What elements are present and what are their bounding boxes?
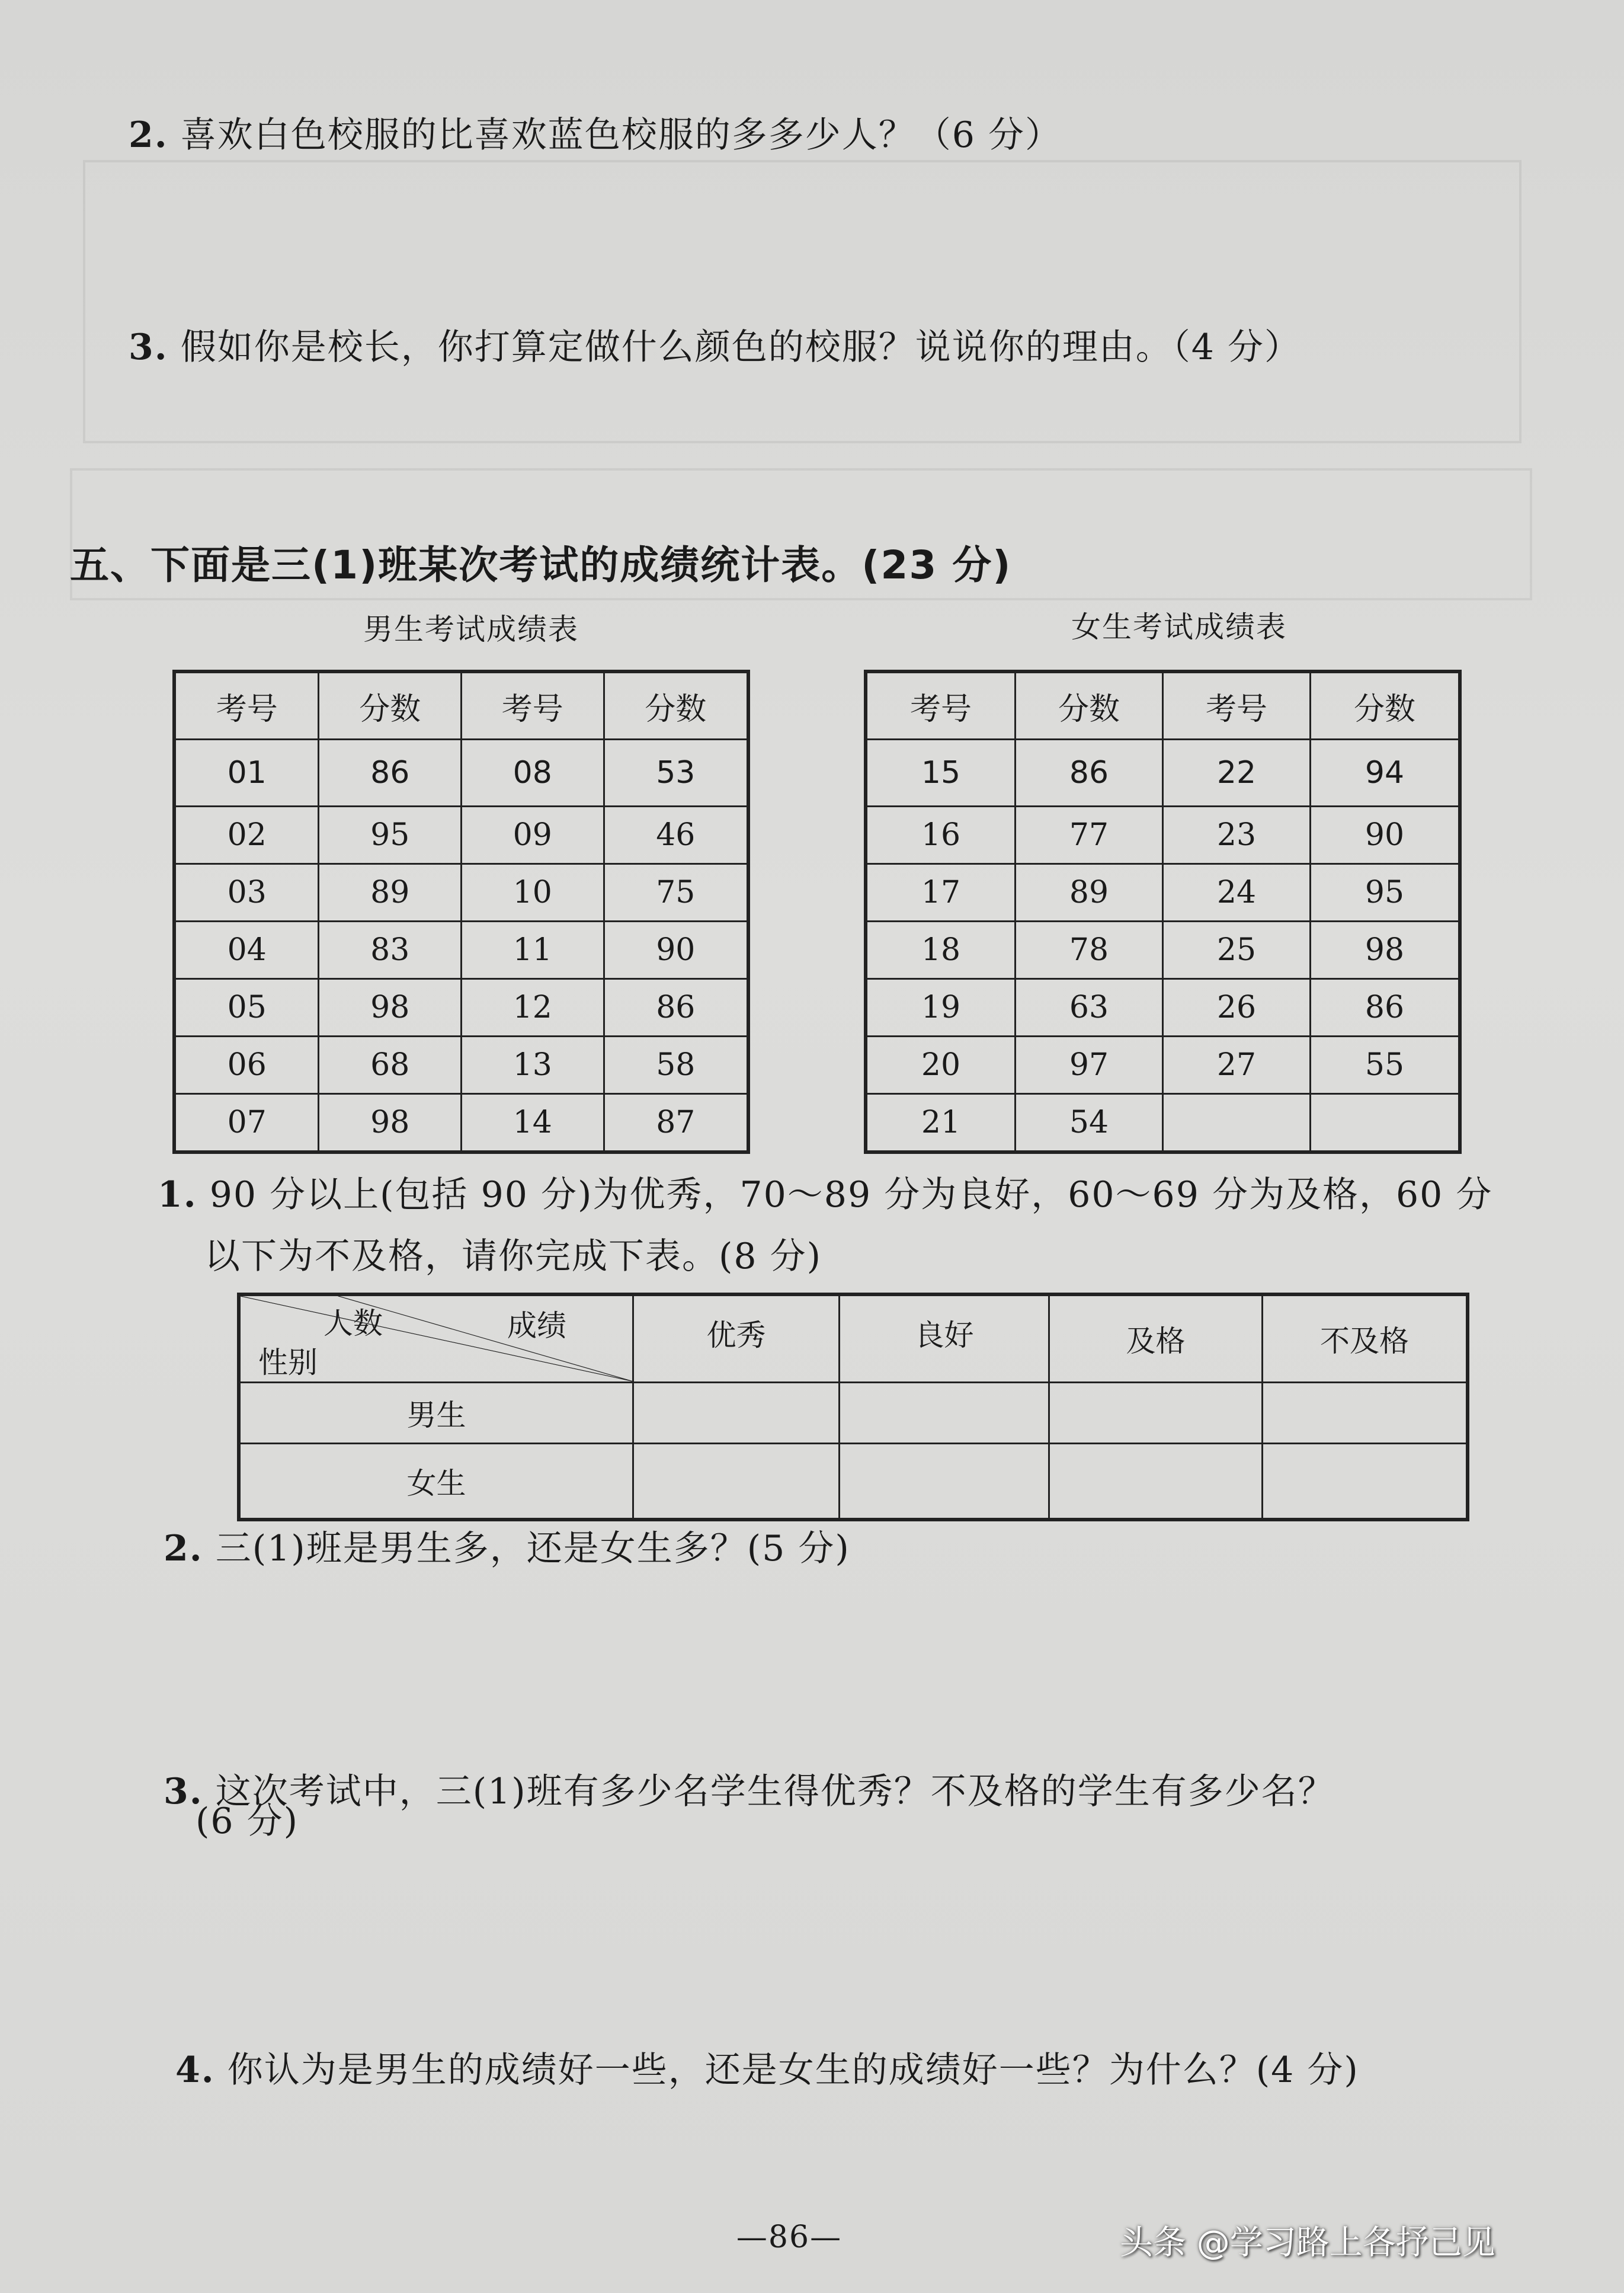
table-row: [866, 979, 1460, 1037]
table-row: [174, 922, 748, 979]
question-1-line1: 1. 90 分以上(包括 90 分)为优秀，70～89 分为良好，60～69 分为及格，60 分: [158, 1174, 1493, 1216]
score-cell: 97: [1015, 1037, 1162, 1094]
exam-number-cell: 09: [461, 807, 604, 864]
exam-number-cell: 13: [461, 1037, 604, 1094]
header-fail: 不及格: [1263, 1294, 1468, 1382]
exam-number-cell: 25: [1162, 922, 1310, 979]
answer-cell[interactable]: [1049, 1443, 1263, 1520]
question-2: 2. 三(1)班是男生多，还是女生多？(5 分): [164, 1528, 850, 1569]
table-row: [174, 1037, 748, 1094]
exam-number-cell: 16: [866, 807, 1015, 864]
score-cell: 83: [319, 922, 462, 979]
answer-cell[interactable]: [840, 1443, 1049, 1520]
table-row: [174, 1094, 748, 1153]
header-cell: 考号: [1162, 671, 1310, 740]
exam-number-cell: 10: [461, 864, 604, 922]
question-4: 4. 你认为是男生的成绩好一些，还是女生的成绩好一些？为什么？(4 分): [175, 2049, 1359, 2091]
question-3-top: 3. 假如你是校长，你打算定做什么颜色的校服？说说你的理由。（4 分）: [129, 327, 1301, 368]
score-cell: 77: [1015, 807, 1162, 864]
male-score-table: [172, 670, 750, 1154]
score-cell: 98: [319, 1094, 462, 1153]
exam-number-cell: 15: [866, 740, 1015, 807]
score-cell: 89: [319, 864, 462, 922]
table-row: [866, 922, 1460, 979]
table-header-row: [866, 671, 1460, 740]
table-row: [866, 1094, 1460, 1153]
exam-number-cell: 01: [174, 740, 319, 807]
exam-number-cell: 08: [461, 740, 604, 807]
score-cell: 90: [1310, 807, 1460, 864]
score-cell: [1310, 1094, 1460, 1153]
question-3-line1: 3. 这次考试中，三(1)班有多少名学生得优秀？不及格的学生有多少名？: [164, 1771, 1335, 1812]
score-cell: 98: [319, 979, 462, 1037]
exam-number-cell: 22: [1162, 740, 1310, 807]
answer-cell[interactable]: [633, 1382, 840, 1443]
table-row: [866, 740, 1460, 807]
exam-number-cell: 20: [866, 1037, 1015, 1094]
exam-number-cell: 27: [1162, 1037, 1310, 1094]
exam-number-cell: 14: [461, 1094, 604, 1153]
exam-number-cell: 02: [174, 807, 319, 864]
male-table-title: 男生考试成绩表: [363, 612, 579, 647]
exam-number-cell: 17: [866, 864, 1015, 922]
header-good: 良好: [840, 1294, 1049, 1382]
answer-cell[interactable]: [1263, 1382, 1468, 1443]
score-cell: 98: [1310, 922, 1460, 979]
exam-number-cell: 07: [174, 1094, 319, 1153]
score-cell: 86: [1310, 979, 1460, 1037]
exam-number-cell: 26: [1162, 979, 1310, 1037]
score-cell: 46: [604, 807, 748, 864]
score-cell: 94: [1310, 740, 1460, 807]
grade-summary-table: [237, 1293, 1469, 1521]
answer-cell[interactable]: [1049, 1382, 1263, 1443]
question-2-top: 2. 喜欢白色校服的比喜欢蓝色校服的多多少人？（6 分）: [129, 114, 1062, 156]
score-cell: 86: [604, 979, 748, 1037]
score-cell: 75: [604, 864, 748, 922]
answer-cell[interactable]: [633, 1443, 840, 1520]
answer-cell[interactable]: [1263, 1443, 1468, 1520]
score-cell: 86: [1015, 740, 1162, 807]
answer-cell[interactable]: [840, 1382, 1049, 1443]
score-cell: 90: [604, 922, 748, 979]
exam-number-cell: 12: [461, 979, 604, 1037]
exam-number-cell: 24: [1162, 864, 1310, 922]
header-pass: 及格: [1049, 1294, 1263, 1382]
corner-label-gender: 性别: [258, 1345, 318, 1380]
exam-number-cell: [1162, 1094, 1310, 1153]
row-label-male: 男生: [239, 1382, 633, 1443]
page-number: —86—: [736, 2220, 843, 2255]
table-row: [866, 1037, 1460, 1094]
score-cell: 95: [1310, 864, 1460, 922]
exam-number-cell: 06: [174, 1037, 319, 1094]
exam-number-cell: 03: [174, 864, 319, 922]
table-row: [239, 1382, 1468, 1443]
exam-number-cell: 18: [866, 922, 1015, 979]
header-cell: 分数: [1015, 671, 1162, 740]
diagonal-header-cell: [239, 1294, 633, 1382]
table-row: [866, 864, 1460, 922]
table-row: [174, 807, 748, 864]
score-cell: 86: [319, 740, 462, 807]
bleed-through-box: [83, 160, 1522, 443]
table-header-row: [174, 671, 748, 740]
header-excellent: 优秀: [633, 1294, 840, 1382]
header-cell: 分数: [1310, 671, 1460, 740]
corner-label-grade: 成绩: [507, 1309, 566, 1343]
score-cell: 68: [319, 1037, 462, 1094]
exam-number-cell: 05: [174, 979, 319, 1037]
table-row: [174, 979, 748, 1037]
watermark: 头条 @学习路上各抒己见: [1120, 2224, 1495, 2262]
table-row: [174, 864, 748, 922]
question-1-line2: 以下为不及格，请你完成下表。(8 分): [204, 1236, 822, 1277]
row-label-female: 女生: [239, 1443, 633, 1520]
header-cell: 考号: [866, 671, 1015, 740]
score-cell: 89: [1015, 864, 1162, 922]
header-cell: 分数: [319, 671, 462, 740]
score-cell: 58: [604, 1037, 748, 1094]
exam-number-cell: 23: [1162, 807, 1310, 864]
section-title: 五、下面是三(1)班某次考试的成绩统计表。(23 分): [70, 542, 1012, 588]
table-row: [866, 807, 1460, 864]
exam-number-cell: 11: [461, 922, 604, 979]
score-cell: 54: [1015, 1094, 1162, 1153]
question-3-line2: (6 分): [196, 1800, 299, 1842]
female-table-title: 女生考试成绩表: [1071, 610, 1287, 644]
score-cell: 95: [319, 807, 462, 864]
score-cell: 53: [604, 740, 748, 807]
female-score-table: [864, 670, 1462, 1154]
exam-number-cell: 04: [174, 922, 319, 979]
score-cell: 87: [604, 1094, 748, 1153]
header-cell: 考号: [461, 671, 604, 740]
header-cell: 分数: [604, 671, 748, 740]
score-cell: 63: [1015, 979, 1162, 1037]
table-row: [174, 740, 748, 807]
score-cell: 78: [1015, 922, 1162, 979]
table-row: [239, 1443, 1468, 1520]
exam-number-cell: 19: [866, 979, 1015, 1037]
corner-label-count: 人数: [323, 1306, 383, 1341]
exam-number-cell: 21: [866, 1094, 1015, 1153]
score-cell: 55: [1310, 1037, 1460, 1094]
header-cell: 考号: [174, 671, 319, 740]
